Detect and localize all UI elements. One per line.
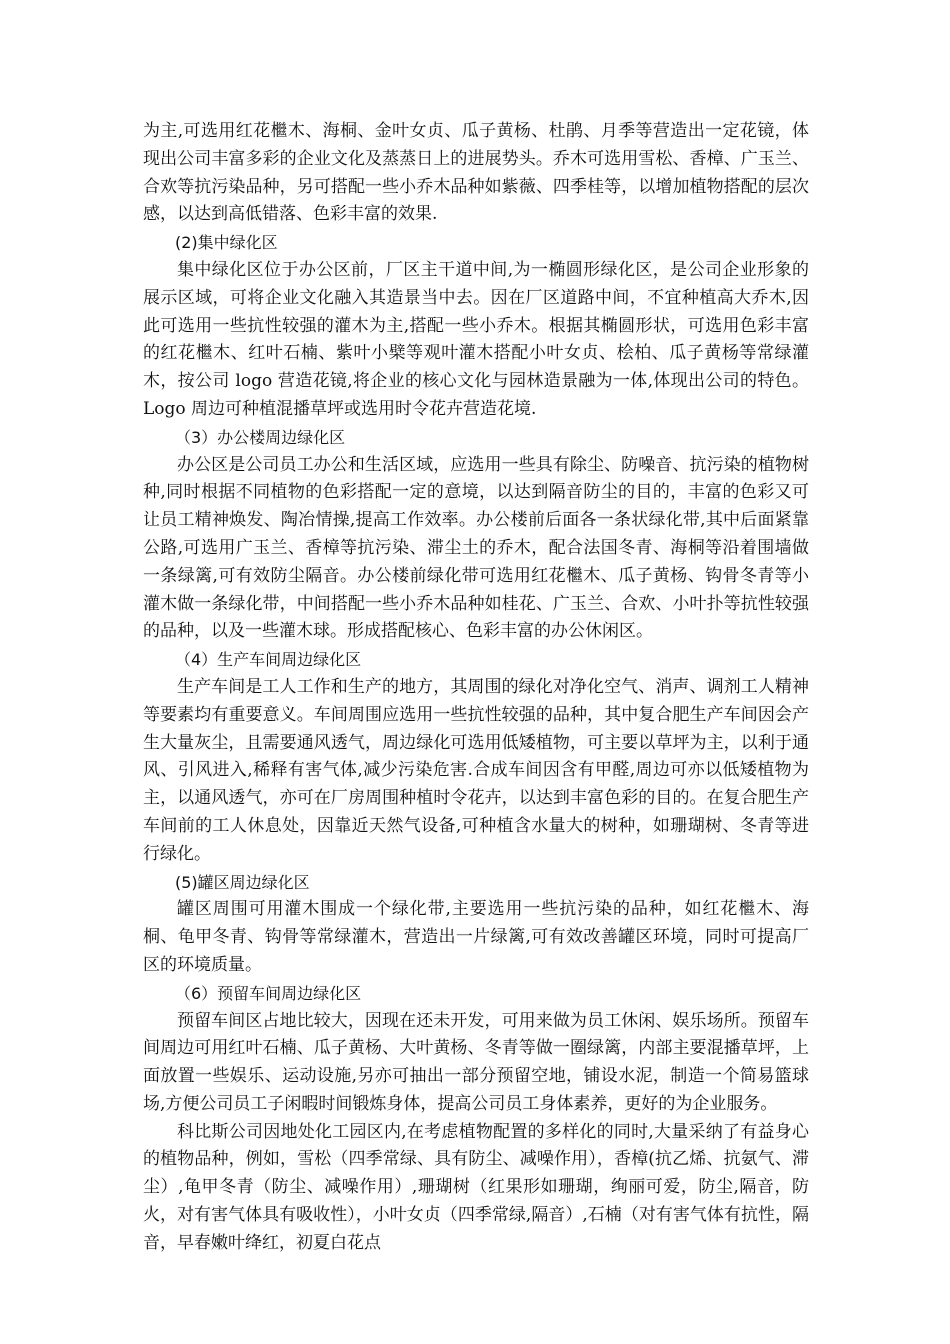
document-page <box>143 118 809 1258</box>
heading-central-green-area: (2)集中绿化区 <box>175 233 278 253</box>
heading-office-building-green-area: （3）办公楼周边绿化区 <box>175 427 346 447</box>
heading-production-workshop-green-area: （4）生产车间周边绿化区 <box>175 650 362 670</box>
paragraph-tank-area-green-area: 罐区周围可用灌木围成一个绿化带,主要选用一些抗污染的品种，如红花檵木、海桐、龟甲冬青、钩骨等常绿灌木，营造出一片绿篱,可有效改善罐区环境，同时可提高厂区的环境质量。 <box>143 899 809 975</box>
heading-tank-area-green-area: (5)罐区周边绿化区 <box>175 872 310 892</box>
paragraph-production-workshop-green-area: 生产车间是工人工作和生产的地方，其周围的绿化对净化空气、消声、调剂工人精神等要素均有重要意义。车间周围应选用一些抗性较强的品种，其中复合肥生产车间因会产生大量灰尘，且需要通风透气，周边绿化可选用低矮植物，可主要以草坪为主，以利于通风、引风进入,稀释有害气体,减少污染危害.合成车间因含有甲醛,周边可亦以低矮植物为主，以通风透气，亦可在厂房周围种植时令花卉，以达到丰富色彩的目的。在复合肥生产车间前的工人休息处，因靠近天然气设备,可种植含水量大的树种，如珊瑚树、冬青等进行绿化。 <box>143 676 809 864</box>
paragraph-plant-selection-summary: 科比斯公司因地处化工园区内,在考虑植物配置的多样化的同时,大量采纳了有益身心的植物品种，例如，雪松（四季常绿、具有防尘、减噪作用），香樟(抗乙烯、抗氨气、滞尘）,龟甲冬青（防尘、减噪作用）,珊瑚树（红果形如珊瑚，绚丽可爱，防尘,隔音，防火，对有害气体具有吸收性），小叶女贞（四季常绿,隔音）,石楠（对有害气体有抗性，隔音，早春嫩叶绛红，初夏白花点 <box>143 1121 809 1253</box>
paragraph-office-building-green-area: 办公区是公司员工办公和生活区域，应选用一些具有除尘、防噪音、抗污染的植物树种,同时根据不同植物的色彩搭配一定的意境，以达到隔音防尘的目的，丰富的色彩又可让员工精神焕发、陶冶情操,提高工作效率。办公楼前后面各一条状绿化带,其中后面紧靠公路,可选用广玉兰、香樟等抗污染、滞尘土的乔木，配合法国冬青、海桐等沿着围墙做一条绿篱,可有效防尘隔音。办公楼前绿化带可选用红花檵木、瓜子黄杨、钩骨冬青等小灌木做一条绿化带，中间搭配一些小乔木品种如桂花、广玉兰、合欢、小叶扑等抗性较强的品种，以及一些灌木球。形成搭配核心、色彩丰富的办公休闲区。 <box>143 454 809 642</box>
heading-reserved-workshop-green-area: （6）预留车间周边绿化区 <box>175 983 362 1003</box>
paragraph-central-green-area: 集中绿化区位于办公区前，厂区主干道中间,为一椭圆形绿化区，是公司企业形象的展示区域，可将企业文化融入其造景当中去。因在厂区道路中间，不宜种植高大乔木,因此可选用一些抗性较强的灌木为主,搭配一些小乔木。根据其椭圆形状，可选用色彩丰富的红花檵木、红叶石楠、紫叶小檗等观叶灌木搭配小叶女贞、桧柏、瓜子黄杨等常绿灌木，按公司 logo 营造花镜,将企业的核心文化与园林造景融为一体,体现出公司的特色。Logo 周边可种植混播草坪或选用时令花卉营造花境. <box>143 259 809 419</box>
paragraph-intro: 为主,可选用红花檵木、海桐、金叶女贞、瓜子黄杨、杜鹃、月季等营造出一定花镜，体现出公司丰富多彩的企业文化及蒸蒸日上的进展势头。乔木可选用雪松、香樟、广玉兰、合欢等抗污染品种，另可搭配一些小乔木品种如紫薇、四季桂等，以增加植物搭配的层次感，以达到高低错落、色彩丰富的效果. <box>143 121 809 225</box>
paragraph-reserved-workshop-green-area: 预留车间区占地比较大，因现在还未开发，可用来做为员工休闲、娱乐场所。预留车间周边可用红叶石楠、瓜子黄杨、大叶黄杨、冬青等做一圈绿篱，内部主要混播草坪，上面放置一些娱乐、运动设施,另亦可抽出一部分预留空地，铺设水泥，制造一个简易篮球场,方便公司员工子闲暇时间锻炼身体，提高公司员工身体素养，更好的为企业服务。 <box>143 1010 809 1114</box>
